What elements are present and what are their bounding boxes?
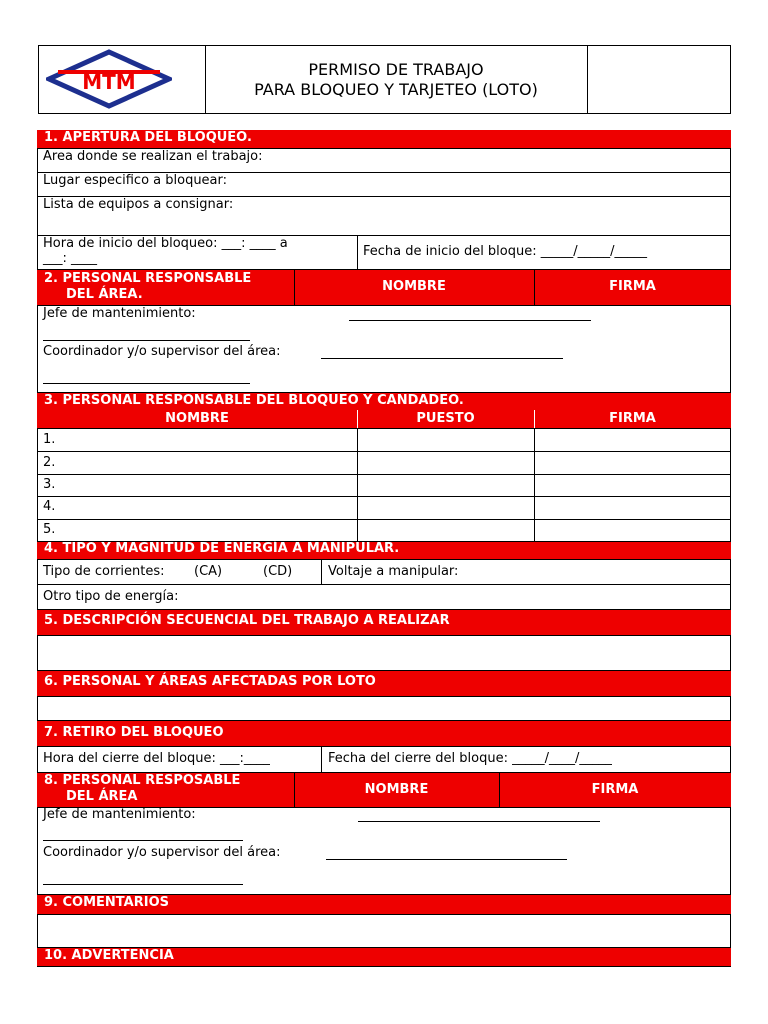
coordinador-nombre-line[interactable]	[321, 358, 563, 359]
logo-text: MTM	[82, 70, 136, 94]
section-3-title: 3. PERSONAL RESPONSABLE DEL BLOQUEO Y CANDADEO.	[44, 393, 464, 408]
cd-option[interactable]: (CD)	[263, 564, 293, 579]
jefe-nombre-line[interactable]	[358, 821, 600, 822]
section-2-title-cont: DEL ÁREA.	[66, 287, 143, 302]
col-divider	[357, 428, 358, 542]
section-8-title: 8. PERSONAL RESPOSABLE	[44, 773, 241, 788]
company-logo	[46, 49, 172, 109]
col-nombre: NOMBRE	[364, 782, 429, 797]
jefe-firma-line[interactable]	[43, 840, 243, 841]
row-divider	[37, 496, 731, 497]
lugar-field[interactable]: Lugar especifico a bloquear:	[43, 173, 228, 188]
jefe-firma-line[interactable]	[43, 340, 250, 341]
row-divider	[37, 474, 731, 475]
descripcion-field[interactable]	[37, 635, 731, 671]
section-7-title: 7. RETIRO DEL BLOQUEO	[44, 725, 224, 740]
table-row[interactable]: 5.	[43, 522, 56, 537]
jefe-nombre-line[interactable]	[349, 320, 591, 321]
lista-equipos-field[interactable]: Lista de equipos a consignar:	[43, 197, 234, 212]
voltaje-field[interactable]: Voltaje a manipular:	[328, 564, 459, 579]
jefe-mantenimiento-label: Jefe de mantenimiento:	[43, 306, 196, 321]
coordinador-label: Coordinador y/o supervisor del área:	[43, 344, 281, 359]
hora-inicio-field[interactable]: Hora de inicio del bloqueo: ___: ____ a	[43, 236, 288, 251]
table-row[interactable]: 3.	[43, 477, 56, 492]
col-firma: FIRMA	[609, 411, 656, 426]
section-2-title: 2. PERSONAL RESPONSABLE	[44, 271, 252, 286]
personal-areas-field[interactable]	[37, 696, 731, 721]
section-1-title: 1. APERTURA DEL BLOQUEO.	[44, 130, 252, 145]
section-6-title: 6. PERSONAL Y ÁREAS AFECTADAS POR LOTO	[44, 674, 376, 689]
col-divider	[534, 428, 535, 542]
coordinador-label: Coordinador y/o supervisor del área:	[43, 845, 281, 860]
section-10-bottom-border	[37, 966, 731, 967]
col-nombre: NOMBRE	[382, 279, 446, 294]
col-puesto: PUESTO	[416, 411, 475, 426]
section-5-title: 5. DESCRIPCIÓN SECUENCIAL DEL TRABAJO A REALIZAR	[44, 613, 450, 628]
col-divider	[321, 559, 322, 584]
coordinador-firma-line[interactable]	[43, 884, 243, 885]
jefe-mantenimiento-label: Jefe de mantenimiento:	[43, 807, 196, 822]
row-divider	[37, 584, 731, 585]
col-divider	[321, 746, 322, 773]
otro-energia-field[interactable]: Otro tipo de energía:	[43, 589, 179, 604]
area-field[interactable]: Area donde se realizan el trabajo:	[43, 149, 263, 164]
section-8-title-cont: DEL ÁREA	[66, 789, 138, 804]
section-9-title: 9. COMENTARIOS	[44, 895, 169, 910]
hora-cierre-field[interactable]: Hora del cierre del bloque: ___:____	[43, 751, 270, 766]
comentarios-field[interactable]	[37, 914, 731, 948]
coordinador-firma-line[interactable]	[43, 383, 250, 384]
section-4-title: 4. TIPO Y MAGNITUD DE ENERGÍA A MANIPULAR.	[44, 541, 400, 556]
fecha-inicio-field[interactable]: Fecha de inicio del bloque: _____/_____/_____	[363, 244, 648, 259]
section-10-title: 10. ADVERTENCIA	[44, 948, 174, 963]
col-nombre: NOMBRE	[165, 411, 229, 426]
header-divider	[587, 45, 588, 114]
hora-inicio-field-cont[interactable]: ___: ____	[43, 251, 98, 266]
col-firma: FIRMA	[591, 782, 639, 797]
row-divider	[37, 451, 731, 452]
fecha-cierre-field[interactable]: Fecha del cierre del bloque: _____/____/_____	[328, 751, 612, 766]
ca-option[interactable]: (CA)	[194, 564, 223, 579]
form-title-line1: PERMISO DE TRABAJO	[308, 60, 484, 79]
form-title-line2: PARA BLOQUEO Y TARJETEO (LOTO)	[254, 80, 538, 99]
table-row[interactable]: 2.	[43, 455, 56, 470]
table-row[interactable]: 1.	[43, 432, 56, 447]
tipo-corrientes-label: Tipo de corrientes:	[43, 564, 165, 579]
row-divider	[37, 519, 731, 520]
coordinador-nombre-line[interactable]	[326, 859, 567, 860]
col-firma: FIRMA	[609, 279, 656, 294]
col-divider	[357, 235, 358, 270]
table-row[interactable]: 4.	[43, 499, 56, 514]
personnel-table	[37, 428, 731, 542]
